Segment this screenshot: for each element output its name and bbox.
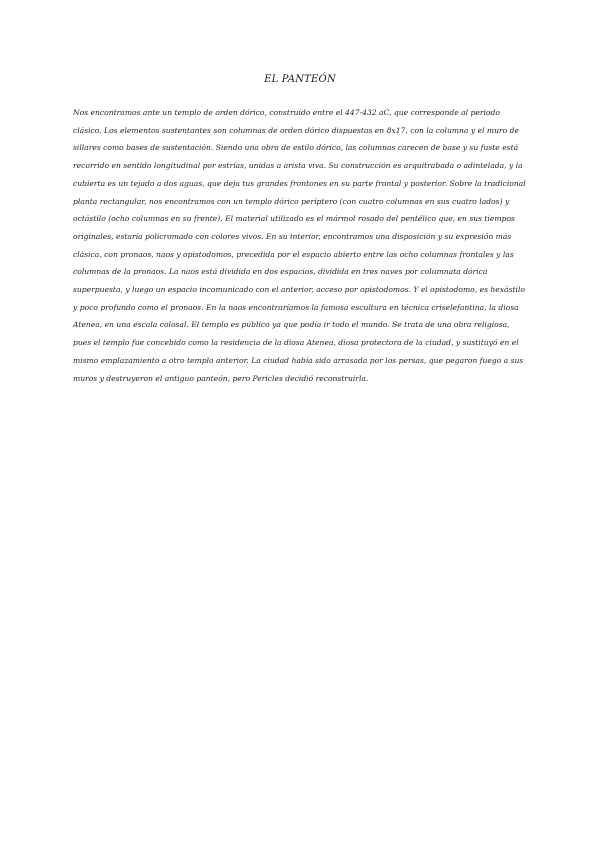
document-paragraph: Nos encontramos ante un templo de orden dórico, construido entre el 447-432 aC, que corresponde al periodo clásico. Los elementos sustentantes son columnas de orden dórico dispuestas en 8x17, con la columna y el muro de sillares como bases de sustentación. Siendo una obra de estilo dórico, las columnas carecen de base y su fuste está recorrido en sentido longitudinal por estrías, unidas a arista viva. Su construcción es arquitrabada o adintelada, y la cubierta es un tejado a dos aguas, que deja tus grandes frontones en su parte frontal y posterior. Sobre la tradicional planta rectangular, nos encontramos con un templo dórico períptero (con cuatro columnas en sus cuatro lados) y octástilo (ocho columnas en su frente). El material utilizado es el mármol rosado del pentélico que, en sus tiempos originales, estaría policromado con colores vivos. En su interior, encontramos una disposición y su expresión más clásica, con pronaos, naos y opistodomos, precedida por el espacio abierto entre las ocho columnas frontales y las columnas de la pronaos. La naos está dividida en dos espacios, dividida en tres naves por columnata dórica superpuesta, y luego un espacio incomunicado con el anterior, acceso por opistodomos. Y el opistodomo, es hexástilo y poco profundo como el pronaos. En la naos encontraríamos la famosa escultura en técnica criselefantina, la diosa Atenea, en una escala colosal. El templo es público ya que podía ir todo el mundo. Se trata de una obra religiosa, pues el templo fue concebido como la residencia de la diosa Atenea, diosa protectora de la ciudad, y sustituyó en el mismo emplazamiento a otro templo anterior. La ciudad había sido arrasada por los persas, que pegaron fuego a sus muros y destruyeron el antiguo panteón, pero Pericles decidió reconstruirla. — [73, 108, 526, 383]
document-title: EL PANTEÓN — [264, 74, 336, 85]
